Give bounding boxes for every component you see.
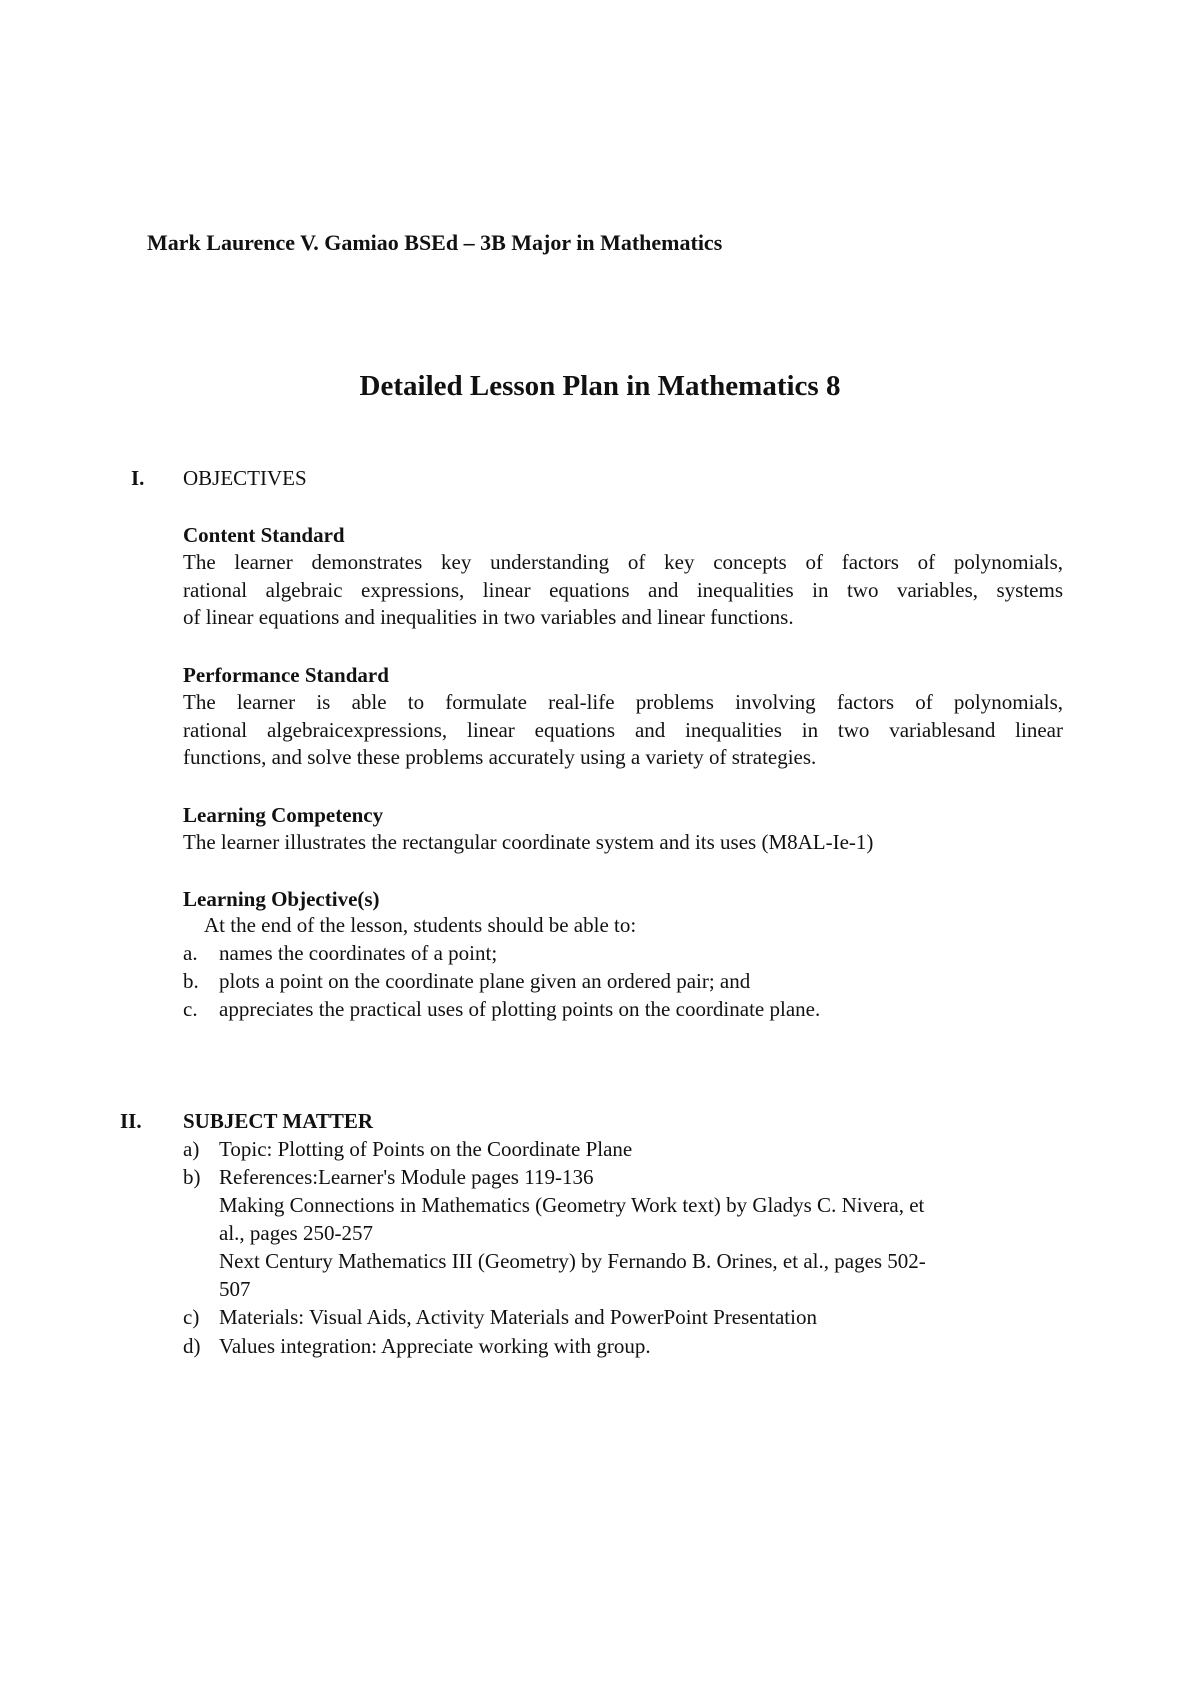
content-standard-line: of linear equations and inequalities in two variables and linear functions. [183, 605, 794, 629]
learning-objectives-intro: At the end of the lesson, students should be able to: [204, 913, 637, 937]
learning-competency-text: The learner illustrates the rectangular coordinate system and its uses (M8AL-Ie-1) [183, 830, 874, 854]
section-heading-objectives: OBJECTIVES [183, 466, 307, 490]
learning-competency-label: Learning Competency [183, 803, 384, 827]
list-marker: b. [183, 969, 199, 993]
performance-standard-line: rational algebraicexpressions, linear equations and inequalities in two variablesand linear [183, 717, 1063, 742]
reference-line: al., pages 250-257 [219, 1221, 373, 1245]
content-standard-line: The learner demonstrates key understanding of key concepts of factors of polynomials, [183, 550, 1063, 574]
performance-standard-line: The learner is able to formulate real-life problems involving factors of polynomials, [183, 690, 1063, 714]
list-item-text: Topic: Plotting of Points on the Coordinate Plane [219, 1137, 633, 1161]
learning-objectives-label: Learning Objective(s) [183, 887, 380, 911]
reference-line: Next Century Mathematics III (Geometry) by Fernando B. Orines, et al., pages 502- [219, 1249, 926, 1273]
list-item-text: Values integration: Appreciate working with group. [219, 1334, 651, 1358]
list-item-text: Materials: Visual Aids, Activity Materials and PowerPoint Presentation [219, 1305, 817, 1329]
content-standard-line: rational algebraic expressions, linear equations and inequalities in two variables, systems [183, 577, 1063, 602]
performance-standard-text [183, 689, 1063, 772]
performance-standard-line: functions, and solve these problems accurately using a variety of strategies. [183, 745, 817, 769]
list-marker: c) [183, 1305, 200, 1329]
page-title: Detailed Lesson Plan in Mathematics 8 [359, 370, 841, 402]
list-item-text: plots a point on the coordinate plane given an ordered pair; and [219, 969, 751, 993]
list-item-text: names the coordinates of a point; [219, 941, 498, 965]
author-line: Mark Laurence V. Gamiao BSEd – 3B Major in Mathematics [147, 230, 723, 255]
content-standard-label: Content Standard [183, 523, 345, 547]
reference-line: Making Connections in Mathematics (Geometry Work text) by Gladys C. Nivera, et [219, 1193, 925, 1217]
section-heading-subject-matter: SUBJECT MATTER [183, 1109, 374, 1133]
content-standard-text [183, 549, 1063, 632]
performance-standard-label: Performance Standard [183, 663, 389, 687]
section-number-objectives: I. [131, 466, 145, 490]
list-marker: b) [183, 1165, 201, 1189]
list-marker: a. [183, 941, 198, 965]
reference-line: 507 [219, 1277, 251, 1301]
list-marker: d) [183, 1334, 201, 1358]
list-item-text: References:Learner's Module pages 119-136 [219, 1165, 594, 1189]
section-number-subject-matter: II. [120, 1109, 142, 1133]
list-item-text: appreciates the practical uses of plotting points on the coordinate plane. [219, 997, 821, 1021]
list-marker: a) [183, 1137, 200, 1161]
list-marker: c. [183, 997, 198, 1021]
